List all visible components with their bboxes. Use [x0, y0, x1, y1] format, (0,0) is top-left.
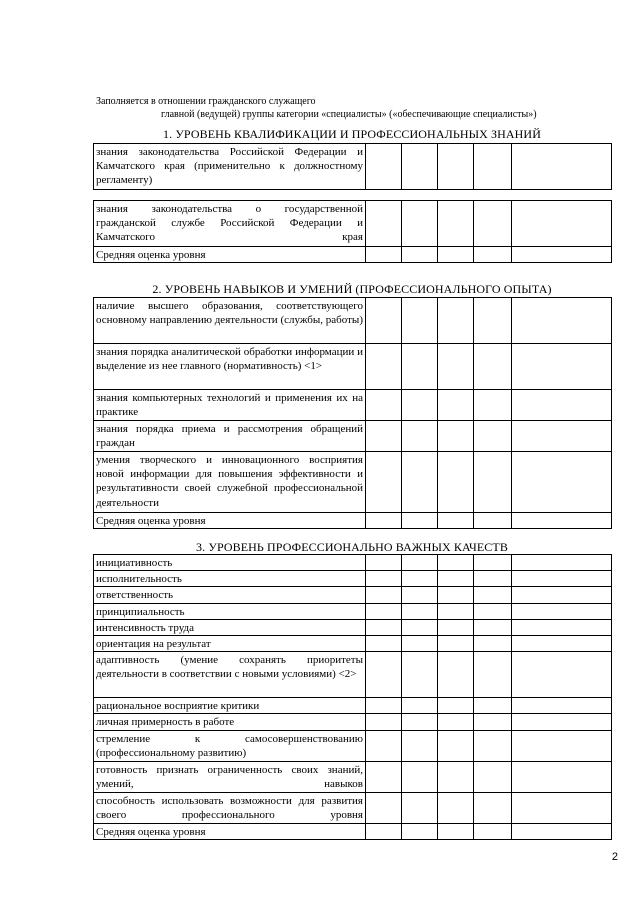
score-cell[interactable] [402, 247, 438, 263]
table-row [94, 652, 612, 698]
table-row [94, 421, 612, 452]
score-cell[interactable] [402, 144, 438, 190]
score-cell[interactable] [366, 587, 402, 603]
score-cell[interactable] [474, 344, 512, 390]
table-row [94, 555, 612, 571]
score-cell[interactable] [474, 603, 512, 619]
score-cell[interactable] [438, 452, 474, 513]
section-2-table [93, 297, 612, 529]
score-cell[interactable] [474, 144, 512, 190]
section-1-table-a [93, 143, 612, 190]
score-cell[interactable] [366, 698, 402, 714]
score-cell[interactable] [438, 652, 474, 698]
average-label: Средняя оценка уровня [94, 823, 366, 839]
criterion-label: знания законодательства о государственной гражданской службе Российской Федерации и Камчатского края [94, 201, 366, 247]
score-cell[interactable] [366, 421, 402, 452]
table-row [94, 714, 612, 730]
score-cell[interactable] [402, 652, 438, 698]
score-cell[interactable] [512, 390, 612, 421]
score-cell[interactable] [438, 636, 474, 652]
score-cell[interactable] [512, 652, 612, 698]
score-cell[interactable] [512, 603, 612, 619]
score-cell[interactable] [438, 513, 474, 529]
score-cell[interactable] [512, 587, 612, 603]
section-3-title: 3. УРОВЕНЬ ПРОФЕССИОНАЛЬНО ВАЖНЫХ КАЧЕСТВ [196, 540, 508, 554]
score-cell[interactable] [402, 571, 438, 587]
criterion-label: знания компьютерных технологий и применения их на практике [94, 390, 366, 421]
table-row [94, 730, 612, 761]
score-cell[interactable] [402, 619, 438, 635]
score-cell[interactable] [474, 823, 512, 839]
section-1-table-b [93, 200, 612, 263]
score-cell[interactable] [512, 513, 612, 529]
score-cell[interactable] [438, 344, 474, 390]
score-cell[interactable] [438, 571, 474, 587]
score-cell[interactable] [474, 452, 512, 513]
score-cell[interactable] [474, 390, 512, 421]
score-cell[interactable] [474, 730, 512, 761]
score-cell[interactable] [512, 571, 612, 587]
score-cell[interactable] [402, 792, 438, 823]
intro-note [96, 95, 596, 121]
table-row [94, 823, 612, 839]
criterion-label: инициативность [94, 555, 366, 571]
average-label: Средняя оценка уровня [94, 247, 366, 263]
score-cell[interactable] [402, 636, 438, 652]
score-cell[interactable] [474, 513, 512, 529]
score-cell[interactable] [402, 555, 438, 571]
table-row [94, 201, 612, 247]
criterion-label: адаптивность (умение сохранять приоритеты деятельности в соответствии с новыми условиями) <2> [94, 652, 366, 698]
criterion-label: ответственность [94, 587, 366, 603]
score-cell[interactable] [438, 390, 474, 421]
criterion-label: готовность признать ограниченность своих знаний, умений, навыков [94, 761, 366, 792]
table-row [94, 761, 612, 792]
score-cell[interactable] [438, 298, 474, 344]
criterion-label: интенсивность труда [94, 619, 366, 635]
score-cell[interactable] [402, 698, 438, 714]
score-cell[interactable] [402, 761, 438, 792]
score-cell[interactable] [512, 201, 612, 247]
score-cell[interactable] [402, 421, 438, 452]
score-cell[interactable] [366, 452, 402, 513]
table-row [94, 513, 612, 529]
score-cell[interactable] [438, 587, 474, 603]
score-cell[interactable] [438, 201, 474, 247]
score-cell[interactable] [438, 792, 474, 823]
score-cell[interactable] [512, 761, 612, 792]
score-cell[interactable] [512, 730, 612, 761]
score-cell[interactable] [366, 823, 402, 839]
table-row [94, 452, 612, 513]
score-cell[interactable] [512, 823, 612, 839]
score-cell[interactable] [402, 714, 438, 730]
criterion-label: знания порядка аналитической обработки информации и выделение из нее главного (нормативность) <1> [94, 344, 366, 390]
score-cell[interactable] [366, 730, 402, 761]
score-cell[interactable] [366, 636, 402, 652]
score-cell[interactable] [366, 603, 402, 619]
criterion-label: способность использовать возможности для развития своего профессионального уровня [94, 792, 366, 823]
section-1-title: 1. УРОВЕНЬ КВАЛИФИКАЦИИ И ПРОФЕССИОНАЛЬНЫХ ЗНАНИЙ [163, 127, 541, 141]
score-cell[interactable] [438, 421, 474, 452]
score-cell[interactable] [366, 792, 402, 823]
score-cell[interactable] [512, 698, 612, 714]
score-cell[interactable] [474, 421, 512, 452]
score-cell[interactable] [402, 587, 438, 603]
section-3-table [93, 554, 612, 840]
score-cell[interactable] [402, 298, 438, 344]
criterion-label: знания порядка приема и рассмотрения обращений граждан [94, 421, 366, 452]
score-cell[interactable] [402, 730, 438, 761]
table-row [94, 587, 612, 603]
table-row [94, 571, 612, 587]
table-row [94, 619, 612, 635]
criterion-label: стремление к самосовершенствованию (профессиональному развитию) [94, 730, 366, 761]
score-cell[interactable] [512, 452, 612, 513]
score-cell[interactable] [402, 452, 438, 513]
score-cell[interactable] [512, 144, 612, 190]
score-cell[interactable] [438, 603, 474, 619]
score-cell[interactable] [438, 619, 474, 635]
score-cell[interactable] [512, 792, 612, 823]
score-cell[interactable] [512, 344, 612, 390]
score-cell[interactable] [438, 761, 474, 792]
score-cell[interactable] [474, 587, 512, 603]
score-cell[interactable] [512, 247, 612, 263]
score-cell[interactable] [512, 714, 612, 730]
score-cell[interactable] [474, 555, 512, 571]
criterion-label: личная примерность в работе [94, 714, 366, 730]
score-cell[interactable] [474, 247, 512, 263]
intro-line-2: главной (ведущей) группы категории «специалисты» («обеспечивающие специалисты») [161, 109, 537, 120]
score-cell[interactable] [438, 714, 474, 730]
average-label: Средняя оценка уровня [94, 513, 366, 529]
score-cell[interactable] [438, 144, 474, 190]
score-cell[interactable] [438, 247, 474, 263]
table-row [94, 344, 612, 390]
table-row [94, 603, 612, 619]
criterion-label: ориентация на результат [94, 636, 366, 652]
score-cell[interactable] [512, 298, 612, 344]
score-cell[interactable] [438, 555, 474, 571]
table-row [94, 792, 612, 823]
criterion-label: принципиальность [94, 603, 366, 619]
intro-line-1: Заполняется в отношении гражданского служащего [96, 96, 316, 107]
score-cell[interactable] [512, 636, 612, 652]
score-cell[interactable] [366, 761, 402, 792]
score-cell[interactable] [474, 652, 512, 698]
score-cell[interactable] [402, 603, 438, 619]
criterion-label: исполнительность [94, 571, 366, 587]
score-cell[interactable] [512, 619, 612, 635]
criterion-label: знания законодательства Российской Федерации и Камчатского края (применительно к должностному регламенту) [94, 144, 366, 190]
table-row [94, 144, 612, 190]
score-cell[interactable] [474, 761, 512, 792]
score-cell[interactable] [366, 144, 402, 190]
section-2-title: 2. УРОВЕНЬ НАВЫКОВ И УМЕНИЙ (ПРОФЕССИОНАЛЬНОГО ОПЫТА) [152, 282, 552, 296]
score-cell[interactable] [474, 792, 512, 823]
score-cell[interactable] [474, 571, 512, 587]
criterion-label: наличие высшего образования, соответствующего основному направлению деятельности (службы, работы) [94, 298, 366, 344]
criterion-label: рациональное восприятие критики [94, 698, 366, 714]
page-number: 2 [611, 851, 618, 863]
score-cell[interactable] [438, 730, 474, 761]
score-cell[interactable] [366, 247, 402, 263]
score-cell[interactable] [474, 298, 512, 344]
score-cell[interactable] [366, 714, 402, 730]
score-cell[interactable] [512, 555, 612, 571]
score-cell[interactable] [366, 555, 402, 571]
score-cell[interactable] [438, 698, 474, 714]
score-cell[interactable] [474, 201, 512, 247]
score-cell[interactable] [366, 571, 402, 587]
score-cell[interactable] [474, 698, 512, 714]
score-cell[interactable] [402, 513, 438, 529]
score-cell[interactable] [366, 513, 402, 529]
score-cell[interactable] [402, 344, 438, 390]
table-row [94, 298, 612, 344]
table-row [94, 636, 612, 652]
score-cell[interactable] [438, 823, 474, 839]
score-cell[interactable] [366, 619, 402, 635]
score-cell[interactable] [366, 201, 402, 247]
score-cell[interactable] [402, 201, 438, 247]
score-cell[interactable] [366, 390, 402, 421]
score-cell[interactable] [474, 636, 512, 652]
score-cell[interactable] [402, 390, 438, 421]
score-cell[interactable] [366, 652, 402, 698]
score-cell[interactable] [366, 344, 402, 390]
table-row [94, 247, 612, 263]
score-cell[interactable] [512, 421, 612, 452]
score-cell[interactable] [366, 298, 402, 344]
score-cell[interactable] [402, 823, 438, 839]
table-row [94, 698, 612, 714]
criterion-label: умения творческого и инновационного восприятия новой информации для повышения эффективности и результативности своей служебной профессиональной деятельности [94, 452, 366, 513]
score-cell[interactable] [474, 714, 512, 730]
score-cell[interactable] [474, 619, 512, 635]
table-row [94, 390, 612, 421]
